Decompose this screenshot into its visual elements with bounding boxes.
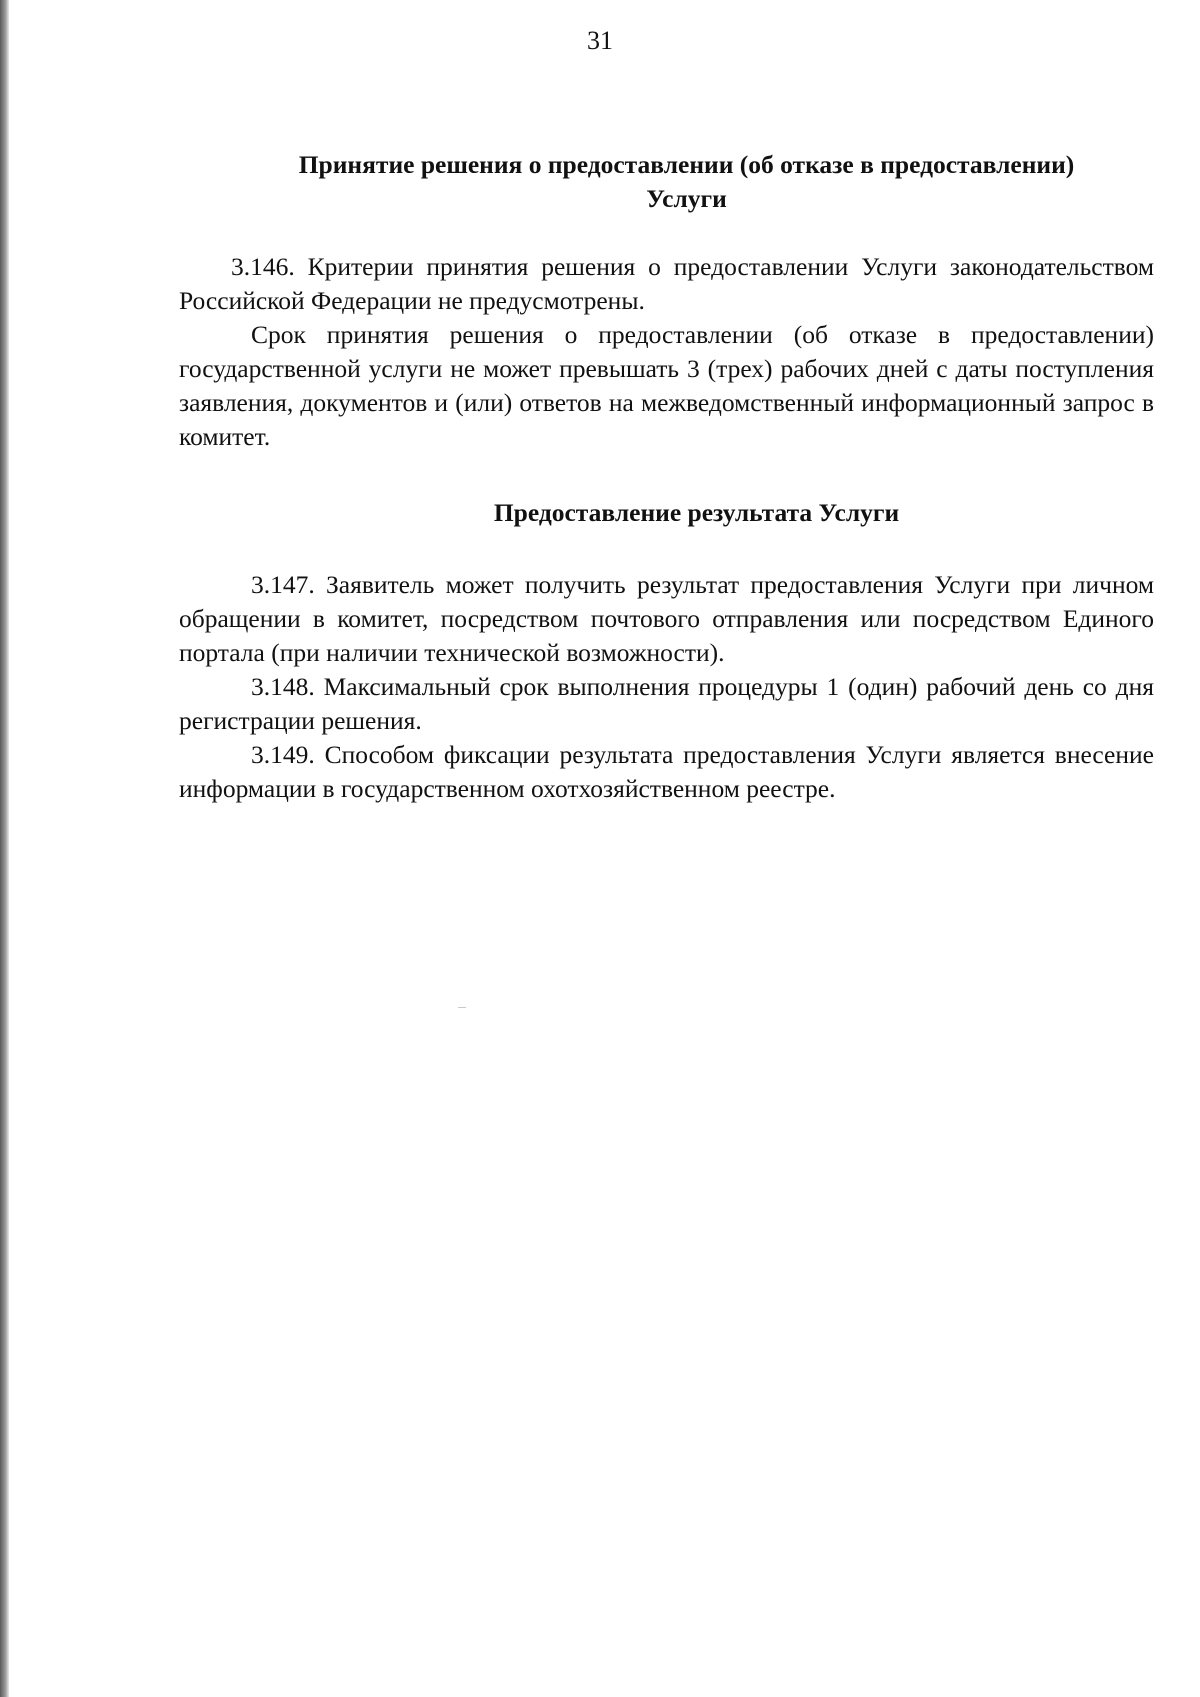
scan-edge-shadow bbox=[0, 0, 9, 1697]
section-heading-decision-line2: Услуги bbox=[646, 184, 727, 213]
section-heading-decision bbox=[179, 148, 1154, 216]
paragraph-3-149: 3.149. Способом фиксации результата предоставления Услуги является внесение информации в государственном охотхозяйственном реестре. bbox=[179, 740, 1154, 803]
paragraph-3-146: 3.146. Критерии принятия решения о предоставлении Услуги законодательством Российской Федерации не предусмотрены. bbox=[179, 252, 1154, 315]
section-heading-decision-line1: Принятие решения о предоставлении (об отказе в предоставлении) bbox=[298, 150, 1075, 179]
page-number: 31 bbox=[587, 26, 613, 55]
paragraph-decision-term: Срок принятия решения о предоставлении (об отказе в предоставлении) государственной услуги не может превышать 3 (трех) рабочих дней с даты поступления заявления, документов и (или) ответов на межведомственный информационный запрос в комитет. bbox=[179, 320, 1154, 451]
document-body bbox=[179, 148, 1154, 806]
paragraph-3-148: 3.148. Максимальный срок выполнения процедуры 1 (один) рабочий день со дня регистрации решения. bbox=[179, 672, 1154, 735]
section-heading-result: Предоставление результата Услуги bbox=[493, 498, 900, 527]
scan-speck bbox=[458, 1007, 466, 1008]
paragraph-3-147: 3.147. Заявитель может получить результат предоставления Услуги при личном обращении в комитет, посредством почтового отправления или посредством Единого портала (при наличии технической возможности). bbox=[179, 570, 1154, 667]
